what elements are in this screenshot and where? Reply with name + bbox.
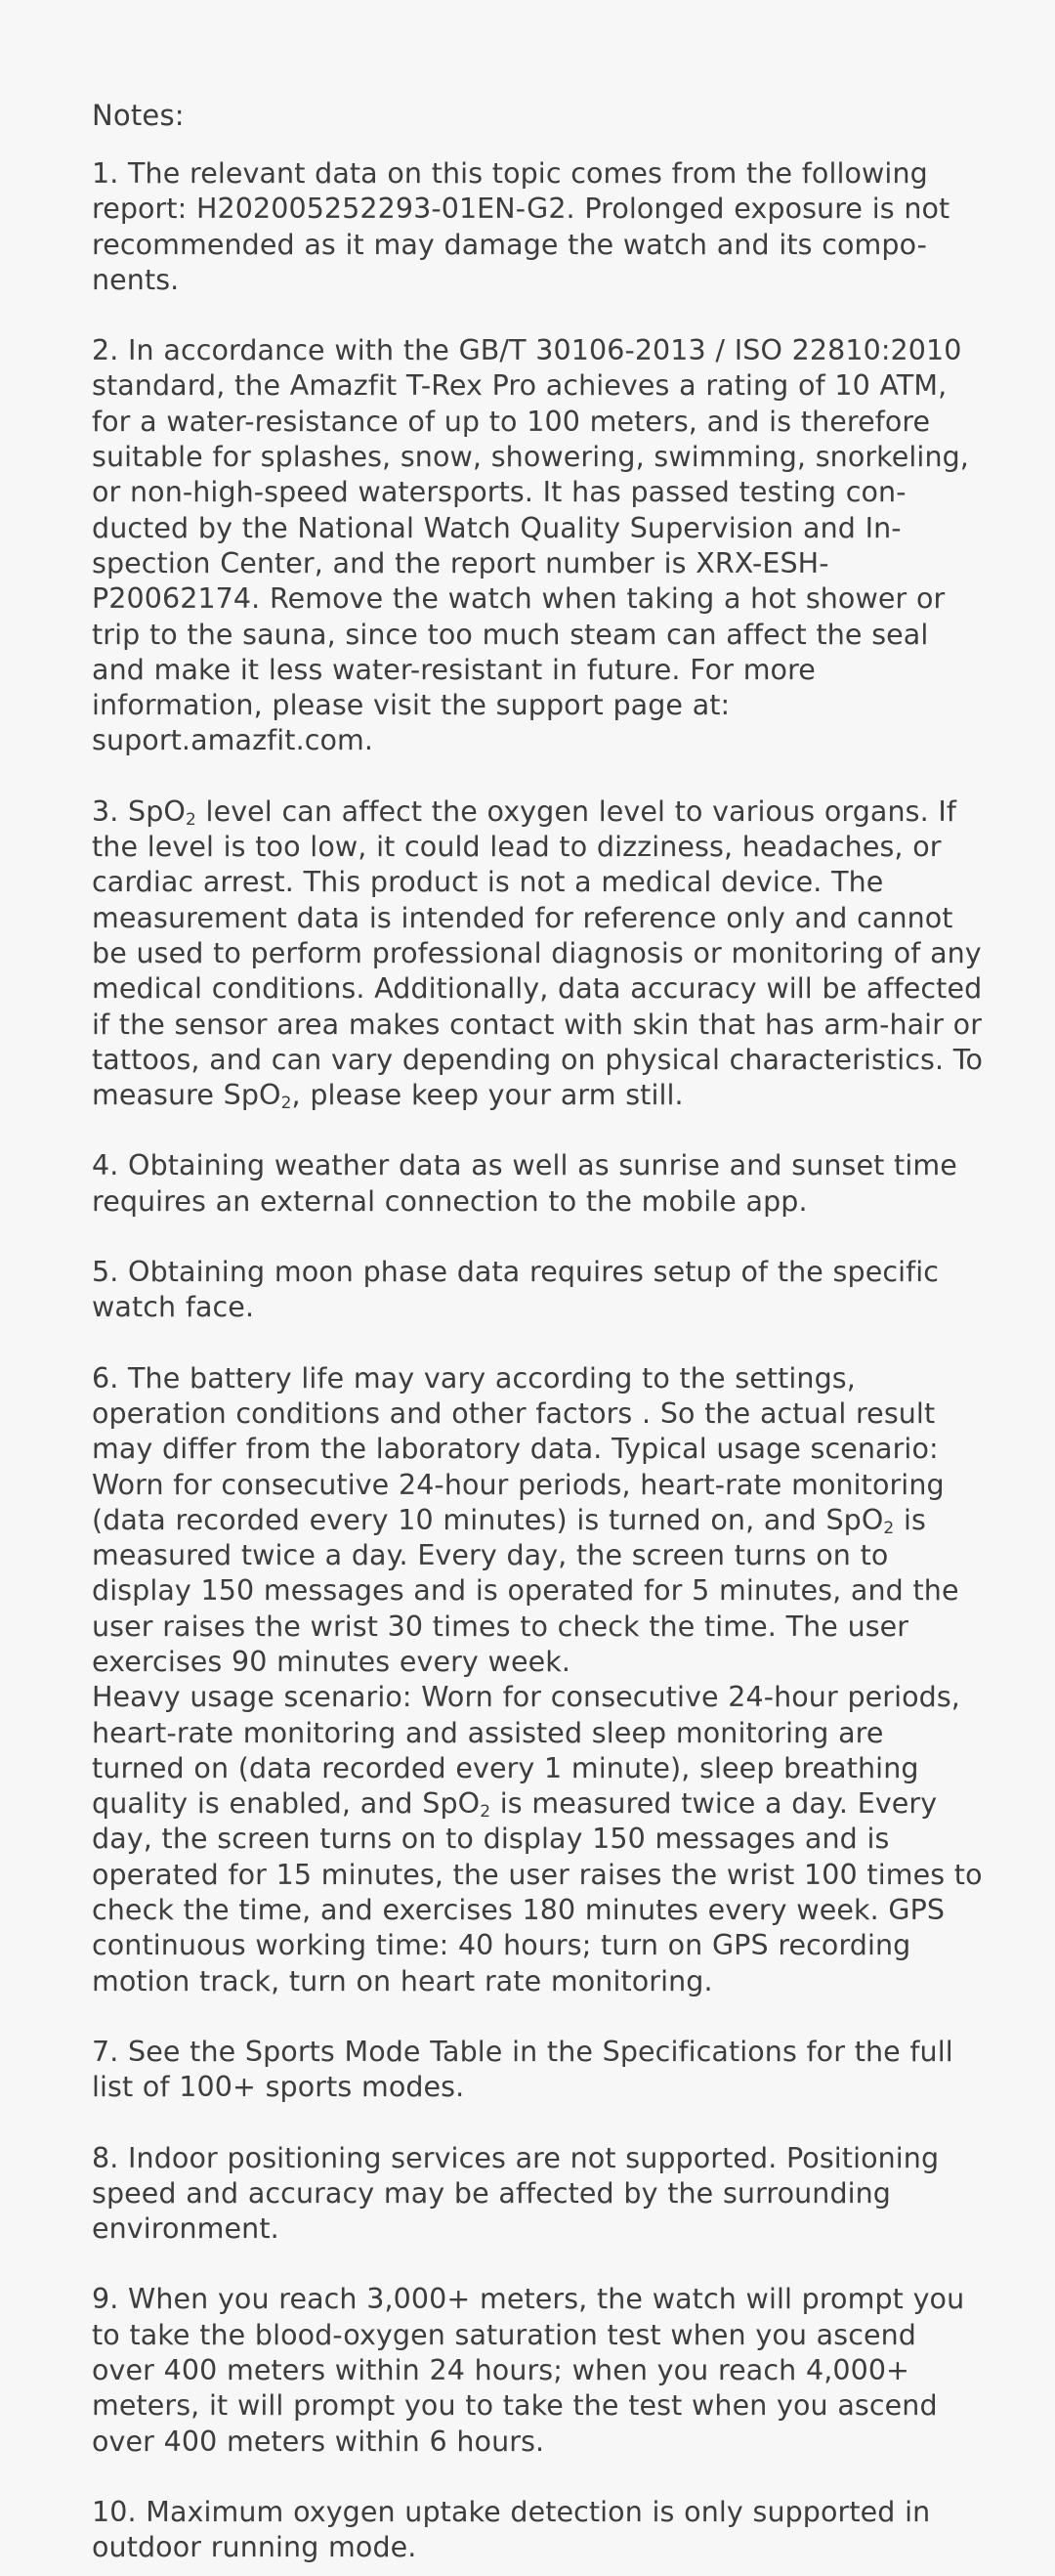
note-3-text xyxy=(92,794,983,1114)
spo2-subscript: 2 xyxy=(280,1094,292,1114)
note-9-text: 9. When you reach 3,000+ meters, the watch will prompt you to take the blood-oxygen saturation test when you ascend over 400 meters within 24 hours; when you reach 4,000+ meters, it will prompt you to take the test when you ascend over 400 meters within 6 hours. xyxy=(92,2283,965,2458)
note-6-part-2: is measured twice a day. Every day, the screen turns on to display 150 messages and is operated for 5 minutes, and the user raises the wrist 30 times to check the time. The user exercises 90 minutes every week. xyxy=(92,1503,959,1678)
note-4-text: 4. Obtaining weather data as well as sunrise and sunset time requires an external connection to the mobile app. xyxy=(92,1149,957,1218)
note-6-part-4: is measured twice a day. Every day, the screen turns on to display 150 messages and is operated for 15 minutes, the user raises the wrist 100 times to check the time, and exercises 180 minutes every week. GPS continuous working time: 40 hours; turn on GPS recording motion track, turn on heart rate monitoring. xyxy=(92,1787,983,1997)
spo2-subscript: 2 xyxy=(883,1518,895,1538)
note-8 xyxy=(92,2141,983,2248)
note-2-text: 2. In accordance with the GB/T 30106-2013 / ISO 22810:2010 standard, the Amazfit T-Rex Pro achieves a rating of 10 ATM, for a water-resistance of up to 100 meters, and is therefore suitable for splashes, snow, showering, swimming, snorkeling, or non-high-speed watersports. It has passed testing con-ducted by the National Watch Quality Supervision and In-spection Center, and the report number is XRX-ESH-P20062174. Remove the watch when taking a hot shower or trip to the sauna, since too much steam can affect the seal and make it less water-resistant in future. For more information, please visit the support page at: suport.amazfit.com. xyxy=(92,334,969,757)
note-10-text: 10. Maximum oxygen uptake detection is only supported in outdoor running mode. xyxy=(92,2495,931,2564)
note-1-text: 1. The relevant data on this topic comes from the following report: H202005252293-01EN-G2. Prolonged exposure is not recommended as it may damage the watch and its compo-nents. xyxy=(92,157,950,296)
note-10 xyxy=(92,2495,983,2566)
note-3-part-2: level can affect the oxygen level to various organs. If the level is too low, it could lead to dizziness, headaches, or cardiac arrest. This product is not a medical device. The measurement data is intended for reference only and cannot be used to perform professional diagnosis or monitoring of any medical conditions. Additionally, data accuracy will be affected if the sensor area makes contact with skin that has arm-hair or tattoos, and can vary depending on physical characteristics. To measure SpO xyxy=(92,794,984,1112)
note-1 xyxy=(92,156,983,298)
note-6-heavy-text xyxy=(92,1680,983,1999)
note-5 xyxy=(92,1255,983,1326)
note-3-part-1: 3. SpO xyxy=(92,794,186,828)
notes-heading: Notes: xyxy=(92,99,185,132)
note-3 xyxy=(92,794,983,1114)
note-9 xyxy=(92,2282,983,2459)
note-8-text: 8. Indoor positioning services are not supported. Positioning speed and accuracy may be affected by the surrounding environment. xyxy=(92,2141,940,2246)
note-6-typical-text xyxy=(92,1361,983,1681)
spo2-subscript: 2 xyxy=(480,1802,491,1823)
note-5-text: 5. Obtaining moon phase data requires setup of the specific watch face. xyxy=(92,1256,940,1324)
note-7-text: 7. See the Sports Mode Table in the Specifications for the full list of 100+ sports modes. xyxy=(92,2035,953,2104)
spo2-subscript: 2 xyxy=(185,809,196,830)
note-6-part-1: 6. The battery life may vary according to the settings, operation conditions and other factors . So the actual result may differ from the laboratory data. Typical usage scenario: Worn for consecutive 24-hour periods, heart-rate monitoring (data recorded every 10 minutes) is turned on, and SpO xyxy=(92,1361,945,1536)
note-7 xyxy=(92,2035,983,2106)
note-2 xyxy=(92,333,983,759)
note-6-part-3: Heavy usage scenario: Worn for consecutive 24-hour periods, heart-rate monitoring and assisted sleep monitoring are turned on (data recorded every 1 minute), sleep breathing quality is enabled, and SpO xyxy=(92,1681,960,1821)
note-3-part-3: , please keep your arm still. xyxy=(291,1079,684,1112)
note-4 xyxy=(92,1148,983,1220)
note-6 xyxy=(92,1361,983,1999)
